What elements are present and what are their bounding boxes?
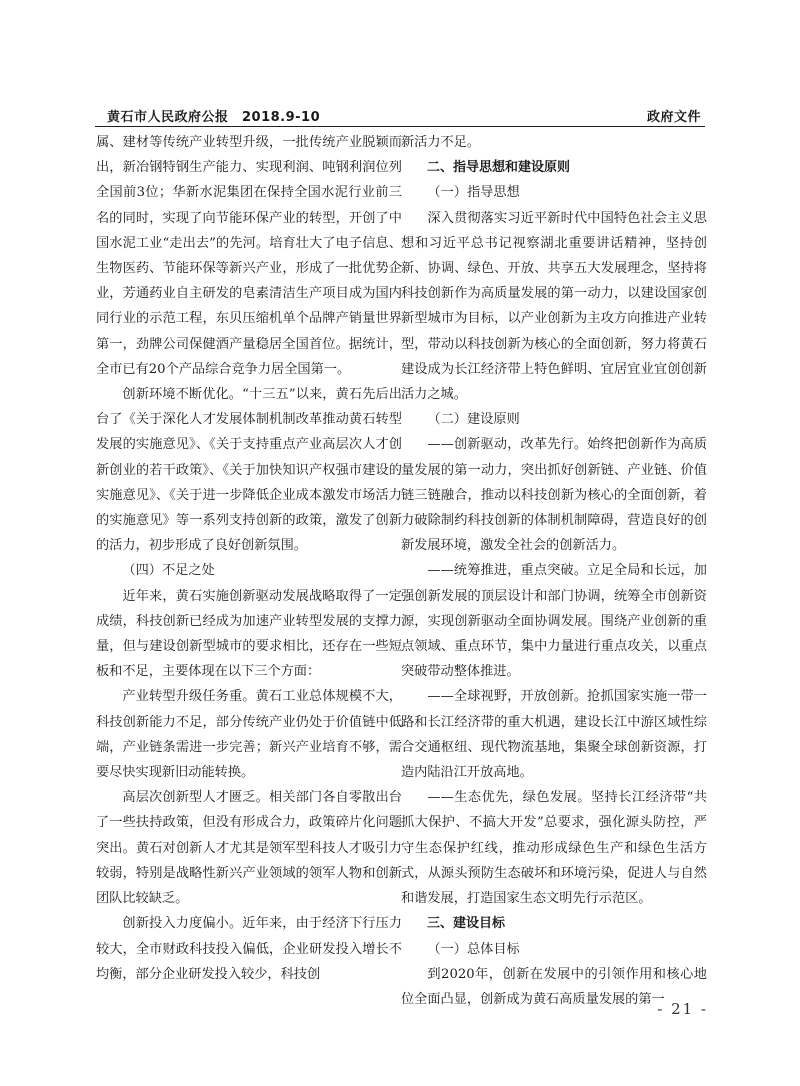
page-number: - 21 -	[657, 1000, 708, 1018]
subheading: （一）指导思想	[427, 185, 520, 201]
paragraph: 创新投入力度偏小。近年来，由于经济下行压力较大，全市财政科技投入偏低，企业研发投入增长不均衡，部分企业研发投入较少，科技创	[96, 916, 402, 982]
paragraph: 高层次创新型人才匮乏。相关部门各自零散出台了一些扶持政策，但没有形成合力，政策碎片化问题突出。黄石对创新人才尤其是领军型科技人才吸引力较弱，特别是战略性新兴产业领域的领军人物和创新团队比较缺乏。	[96, 790, 402, 907]
subheading: （二）建设原则	[427, 412, 520, 428]
paragraph: 新活力不足。	[401, 135, 481, 150]
paragraph: ——创新驱动，改革先行。始终把创新作为高质量发展的第一动力，突出抓好创新链、产业链、价值链三链融合，推动以科技创新为核心的全面创新，着力破除制约科技创新的体制机制障碍，营造良好的创新发展环境，激发全社会的创新活力。	[401, 437, 707, 554]
subheading: （一）总体目标	[427, 941, 520, 957]
section-heading: 三、建设目标	[427, 916, 506, 932]
page-header	[95, 104, 705, 127]
paragraph: ——生态优先，绿色发展。坚持长江经济带“共抓大保护、不搞大开发”总要求，强化源头防控，严守生态保护红线，推动形成绿色生产和绿色生活方式，从源头预防生态破坏和环境污染，促进人与自然和谐发展，打造国家生态文明先行示范区。	[401, 790, 707, 907]
paragraph: 到2020年，创新在发展中的引领作用和核心地位全面凸显，创新成为黄石高质量发展的第一	[401, 966, 707, 1007]
section-heading: 二、指导思想和建设原则	[427, 160, 571, 176]
section-title: 政府文件	[646, 110, 701, 125]
left-column	[96, 130, 402, 987]
paragraph: 属、建材等传统产业转型升级，一批传统产业脱颖而出，新冶钢特钢生产能力、实现利润、吨钢利润位列全国前3位；华新水泥集团在保持全国水泥行业前三名的同时，实现了向节能环保产业的转型，开创了中国水泥工业“走出去”的先河。培育壮大了电子信息、生物医药、节能环保等新兴产业，形成了一批优势企业，芳通药业自主研发的皂素清洁生产项目成为国内同行业的示范工程，东贝压缩机单个品牌产销量世界第一，劲牌公司保健酒产量稳居全国首位。据统计，全市已有20个产品综合竞争力居全国第一。	[96, 135, 402, 377]
paragraph: ——统筹推进，重点突破。立足全局和长远，加强创新发展的顶层设计和部门协调，统筹全市创新资源，实现创新驱动全面协调发展。围绕产业创新的重点领域、重点环节，集中力量进行重点攻关，以重点突破带动整体推进。	[401, 563, 707, 680]
paragraph: 近年来，黄石实施创新驱动发展战略取得了一定成绩，科技创新已经成为加速产业转型发展的支撑力量，但与建设创新型城市的要求相比，还存在一些短板和不足，主要体现在以下三个方面：	[96, 588, 402, 680]
paragraph: 深入贯彻落实习近平新时代中国特色社会主义思想和习近平总书记视察湖北重要讲话精神，坚持创新、协调、绿色、开放、共享五大发展理念，坚持将科技创新作为高质量发展的第一动力，以建设国家创新型城市为目标，以产业创新为主攻方向推进产业转型，带动以科技创新为核心的全面创新，努力将黄石建设成为长江经济带上特色鲜明、宜居宜业宜创创新活力之城。	[401, 210, 707, 403]
paragraph: 产业转型升级任务重。黄石工业总体规模不大，科技创新能力不足，部分传统产业仍处于价值链中低端，产业链条需进一步完善；新兴产业培育不够，需要尽快实现新旧动能转换。	[96, 689, 402, 781]
publication-title: 黄石市人民政府公报 2018.9-10	[107, 110, 321, 125]
paragraph: ——全球视野，开放创新。抢抓国家实施一带一路和长江经济带的重大机遇，建设长江中游区域性综合交通枢纽、现代物流基地，集聚全球创新资源，打造内陆沿江开放高地。	[401, 689, 707, 781]
paragraph: 创新环境不断优化。“十三五”以来，黄石先后出台了《关于深化人才发展体制机制改革推动黄石转型发展的实施意见》、《关于支持重点产业高层次人才创新创业的若干政策》、《关于加快知识产权强市建设的实施意见》、《关于进一步降低企业成本激发市场活力的实施意见》等一系列支持创新的政策，激发了创新的活力，初步形成了良好创新氛围。	[96, 387, 402, 554]
right-column	[401, 130, 707, 1012]
subheading: （四）不足之处	[122, 563, 215, 579]
